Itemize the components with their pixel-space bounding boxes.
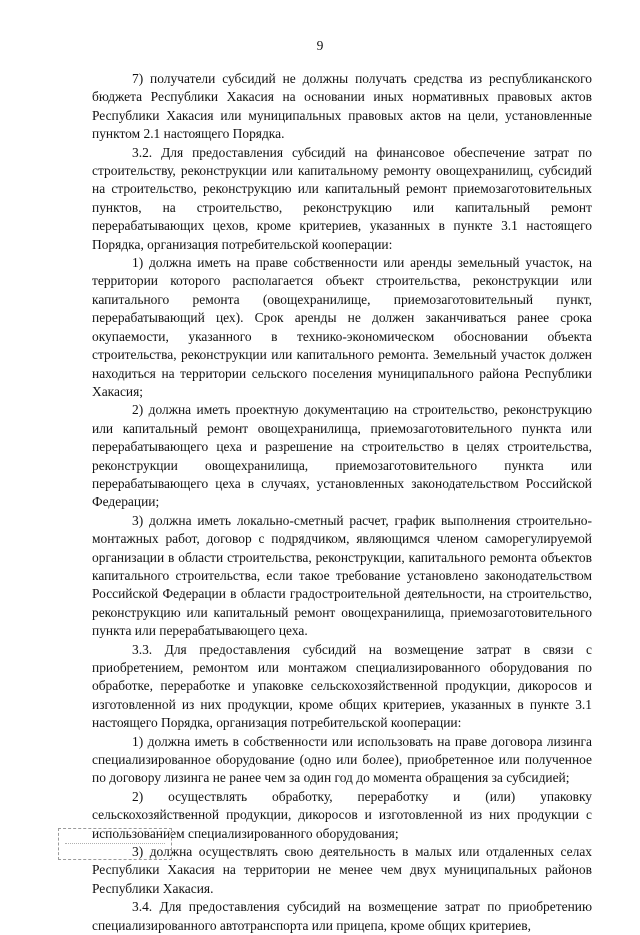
document-body: [92, 70, 592, 935]
paragraph: 7) получатели субсидий не должны получать средства из республиканского бюджета Республики Хакасия на основании иных нормативных правовых актов Республики Хакасия или муниципальных правовых актов на цели, установленные пунктом 2.1 настоящего Порядка.: [92, 71, 592, 142]
paragraph: 1) должна иметь в собственности или использовать на праве договора лизинга специализированное оборудование (одно или более), приобретенное или полученное по договору лизинга не ранее чем за один год до момента обращения за субсидией;: [92, 733, 592, 786]
page-number: 9: [316, 38, 324, 53]
paragraph: 2) осуществлять обработку, переработку и (или) упаковку сельскохозяйственной продукции, дикоросов и изготовленной из них продукции с использованием специализированного оборудования;: [92, 788, 592, 841]
paragraph: 3) должна иметь локально-сметный расчет, график выполнения строительно-монтажных работ, договор с подрядчиком, являющимся членом саморегулируемой организации в области строительства, реконструкции, капитального ремонта объектов капитального строительства, если такое требование установлено законодательством Российской Федерации в области градостроительной деятельности, на строительство, реконструкцию или капитальный ремонт овощехранилища, приемозаготовительного пункта или перерабатывающего цеха.: [92, 512, 592, 639]
paragraph: 3.4. Для предоставления субсидий на возмещение затрат по приобретению специализированного автотранспорта или прицепа, кроме общих критериев,: [92, 899, 592, 933]
paragraph: 3) должна осуществлять свою деятельность в малых или отдаленных селах Республики Хакасия на территории не менее чем двух муниципальных районов Республики Хакасия.: [92, 844, 592, 896]
faint-stamp-mark: [58, 828, 172, 860]
paragraph: 3.3. Для предоставления субсидий на возмещение затрат в связи с приобретением, ремонтом или монтажом специализированного оборудования по обработке, переработке и упаковке сельскохозяйственной продукции, дикоросов и изготовленной из них продукции, кроме общих критериев, указанных в пункте 3.1 настоящего Порядка, организация потребительской кооперации:: [92, 641, 592, 731]
paragraph: 1) должна иметь на праве собственности или аренды земельный участок, на территории которого располагается объект строительства, реконструкции или капитального ремонта (овощехранилище, приемозаготовительный пункт, перерабатывающий цех). Срок аренды не должен заканчиваться ранее срока окупаемости, указанного в технико-экономическом обосновании объекта строительства, реконструкции или капитального ремонта. Земельный участок должен находиться на территории сельского поселения муниципального района Республики Хакасия;: [92, 255, 592, 399]
paragraph: 3.2. Для предоставления субсидий на финансовое обеспечение затрат по строительству, реконструкции или капитальному ремонту овощехранилищ, субсидий на строительство, реконструкцию или капитальный ремонт приемозаготовительных пунктов, на строительство, реконструкцию или капитальный ремонт перерабатывающих цехов, кроме критериев, указанных в пункте 3.1 настоящего Порядка, организация потребительской кооперации:: [92, 144, 592, 252]
paragraph: 2) должна иметь проектную документацию на строительство, реконструкцию или капитальный ремонт овощехранилища, приемозаготовительного пункта или перерабатывающего цеха и разрешение на строительство в целях строительства, реконструкции овощехранилища, приемозаготовительного пункта или перерабатывающего цеха в случаях, установленных законодательством Российской Федерации;: [92, 402, 592, 510]
